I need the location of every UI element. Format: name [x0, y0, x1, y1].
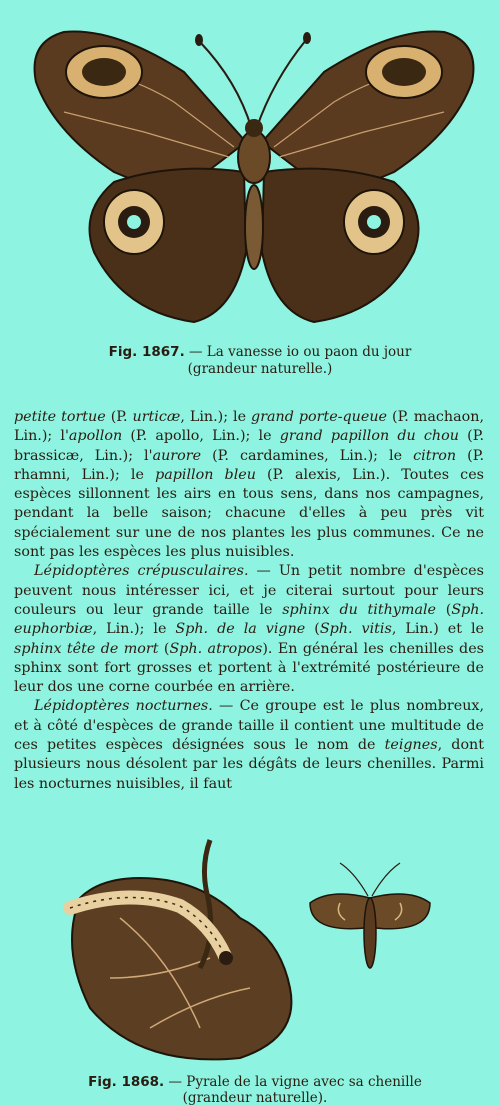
text-run: ( [158, 640, 170, 657]
italic-term: Sph. euphorbiæ [14, 601, 485, 638]
text-run: — Ce groupe est le plus nombreux, et à côté d'espèces de grande taille il contient une multitude de ces petites espèces désignées sous le nom de [14, 698, 485, 754]
text-run: (P. brassicæ, Lin.); l' [14, 428, 484, 464]
paragraph-3 [14, 697, 484, 793]
italic-term: Sph. de la vigne [175, 621, 306, 638]
text-run: (P. machaon, Lin.); l' [14, 409, 484, 445]
italic-term: papillon bleu [155, 466, 256, 483]
italic-term: grand porte-queue [251, 409, 388, 425]
text-run: , dont plusieurs nous désolent par les dégâts de leurs chenilles. Parmi les nocturnes nuisibles, il faut [14, 737, 485, 792]
text-run: (P. rhamni, Lin.); le [14, 447, 485, 483]
text-run: , Lin.); le [92, 621, 176, 638]
body-text [14, 408, 484, 794]
figure-1867-number: Fig. 1867. [108, 344, 185, 360]
text-run: (P. cardamines, Lin.); le [201, 447, 414, 464]
italic-term: citron [413, 447, 457, 464]
italic-term: urticæ [132, 409, 181, 425]
italic-term: Lépidoptères crépusculaires. [34, 563, 249, 580]
italic-term: grand papillon du chou [279, 428, 459, 445]
text-run: ). En général les chenilles des sphinx sont fort grosses et portent à l'extrémité postérieure de leur dos une corne courbée en arrière. [14, 640, 484, 696]
italic-term: Sph. atropos [169, 640, 263, 657]
figure-1868-caption-line1: — Pyrale de la vigne avec sa chenille [168, 1074, 422, 1090]
paragraph-1 [14, 408, 484, 562]
text-run: , Lin.); le [180, 409, 252, 425]
figure-1868-caption [40, 1074, 470, 1106]
italic-term: apollon [68, 428, 123, 445]
text-run: , Lin.) et le [391, 621, 484, 638]
vine-moth-illustration [50, 838, 460, 1070]
italic-term: sphinx tête de mort [14, 640, 159, 657]
italic-term: aurore [152, 447, 202, 464]
figure-1867-caption-line2: (grandeur naturelle.) [187, 361, 333, 377]
italic-term: teignes [384, 737, 438, 754]
figure-1867-caption-line1: — La vanesse io ou paon du jour [189, 344, 412, 360]
figure-1868-number: Fig. 1868. [88, 1074, 165, 1090]
text-run: (P. [105, 409, 133, 425]
text-run: ( [305, 621, 320, 638]
text-run: (P. alexis, Lin.). Toutes ces espèces sillonnent les airs en tous sens, dans nos campagnes, pendant la belle saison; chacune d'elles à peu près vit spécialement sur une de nos plantes les plus communes. Ce ne sont pas les espèces les plus nuisibles. [14, 466, 484, 561]
text-run: ( [436, 601, 452, 618]
text-run: — Un petit nombre d'espèces peuvent nous intéresser ici, et je citerai surtout pour leurs couleurs ou leur grande taille le [14, 563, 484, 618]
italic-term: Lépidoptères nocturnes. [34, 698, 213, 715]
text-run: (P. apollo, Lin.); le [122, 428, 280, 445]
figure-1868-caption-line2: (grandeur naturelle). [182, 1090, 328, 1106]
paragraph-2 [14, 562, 484, 697]
figure-1867-caption [60, 344, 460, 378]
italic-term: Sph. vitis [319, 621, 392, 638]
peacock-butterfly-illustration [24, 12, 480, 342]
italic-term: sphinx du tithymale [282, 601, 437, 618]
moth [310, 863, 430, 968]
italic-term: petite tortue [14, 409, 106, 425]
